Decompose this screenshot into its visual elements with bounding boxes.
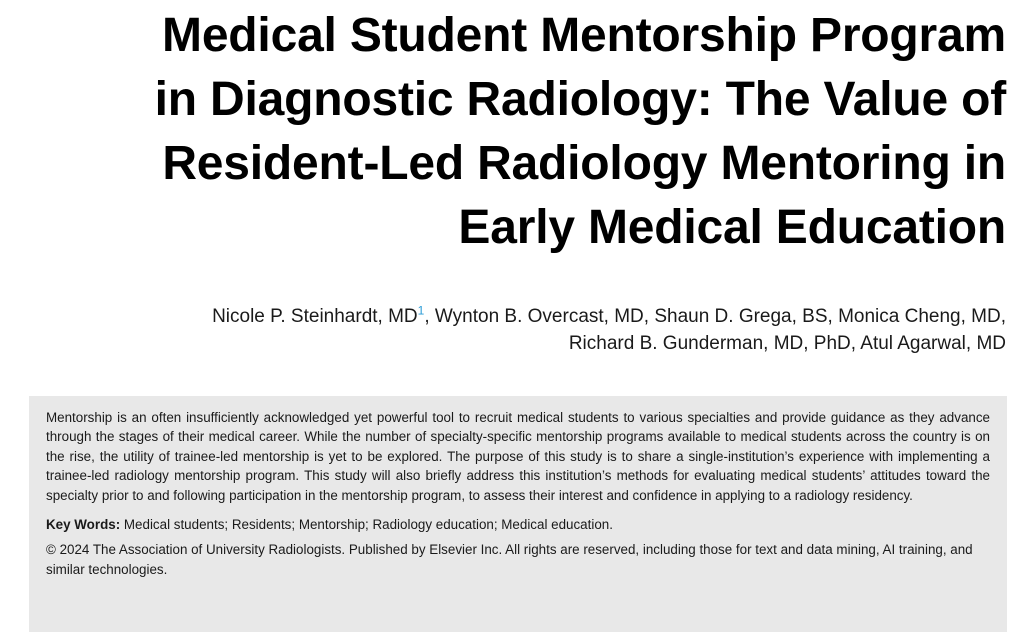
authors-line-2: Richard B. Gunderman, MD, PhD, Atul Agarwal, MD xyxy=(568,333,1006,354)
title-line-4: Early Medical Education xyxy=(458,201,1006,254)
abstract-text: Mentorship is an often insufficiently acknowledged yet powerful tool to recruit medical students to various specialties and provide guidance as they advance through the stages of their medical career. While the number of specialty-specific mentorship programs available to medical students across the country is on the rise, the utility of trainee-led mentorship is yet to be explored. The purpose of this study is to share a single-institution’s experience with implementing a trainee-led radiology mentorship program. This study will also briefly address this institution’s methods for evaluating medical students’ attitudes toward the specialty prior to and following participation in the mentorship program, to assess their interest and confidence in applying to a radiology residency. xyxy=(46,410,990,503)
title-line-3: Resident-Led Radiology Mentoring in xyxy=(162,137,1006,190)
keywords-list: Medical students; Residents; Mentorship; Radiology education; Medical education. xyxy=(123,517,613,533)
title-line-1: Medical Student Mentorship Program xyxy=(162,9,1006,62)
copyright-notice: © 2024 The Association of University Radiologists. Published by Elsevier Inc. All rights are reserved, including those for text and data mining, AI training, and similar technologies. xyxy=(46,542,973,577)
keywords xyxy=(46,515,990,534)
article-title xyxy=(22,4,1006,260)
authors-line-1-rest: , Wynton B. Overcast, MD, Shaun D. Grega, BS, Monica Cheng, MD, xyxy=(424,306,1006,327)
author-list xyxy=(60,303,1006,357)
title-line-2: in Diagnostic Radiology: The Value of xyxy=(154,73,1006,126)
authors-line-1 xyxy=(60,303,1006,330)
abstract-box xyxy=(29,396,1007,632)
first-author: Nicole P. Steinhardt, MD xyxy=(212,306,418,327)
affiliation-link[interactable]: 1 xyxy=(417,303,425,318)
keywords-label: Key Words: xyxy=(46,517,121,533)
